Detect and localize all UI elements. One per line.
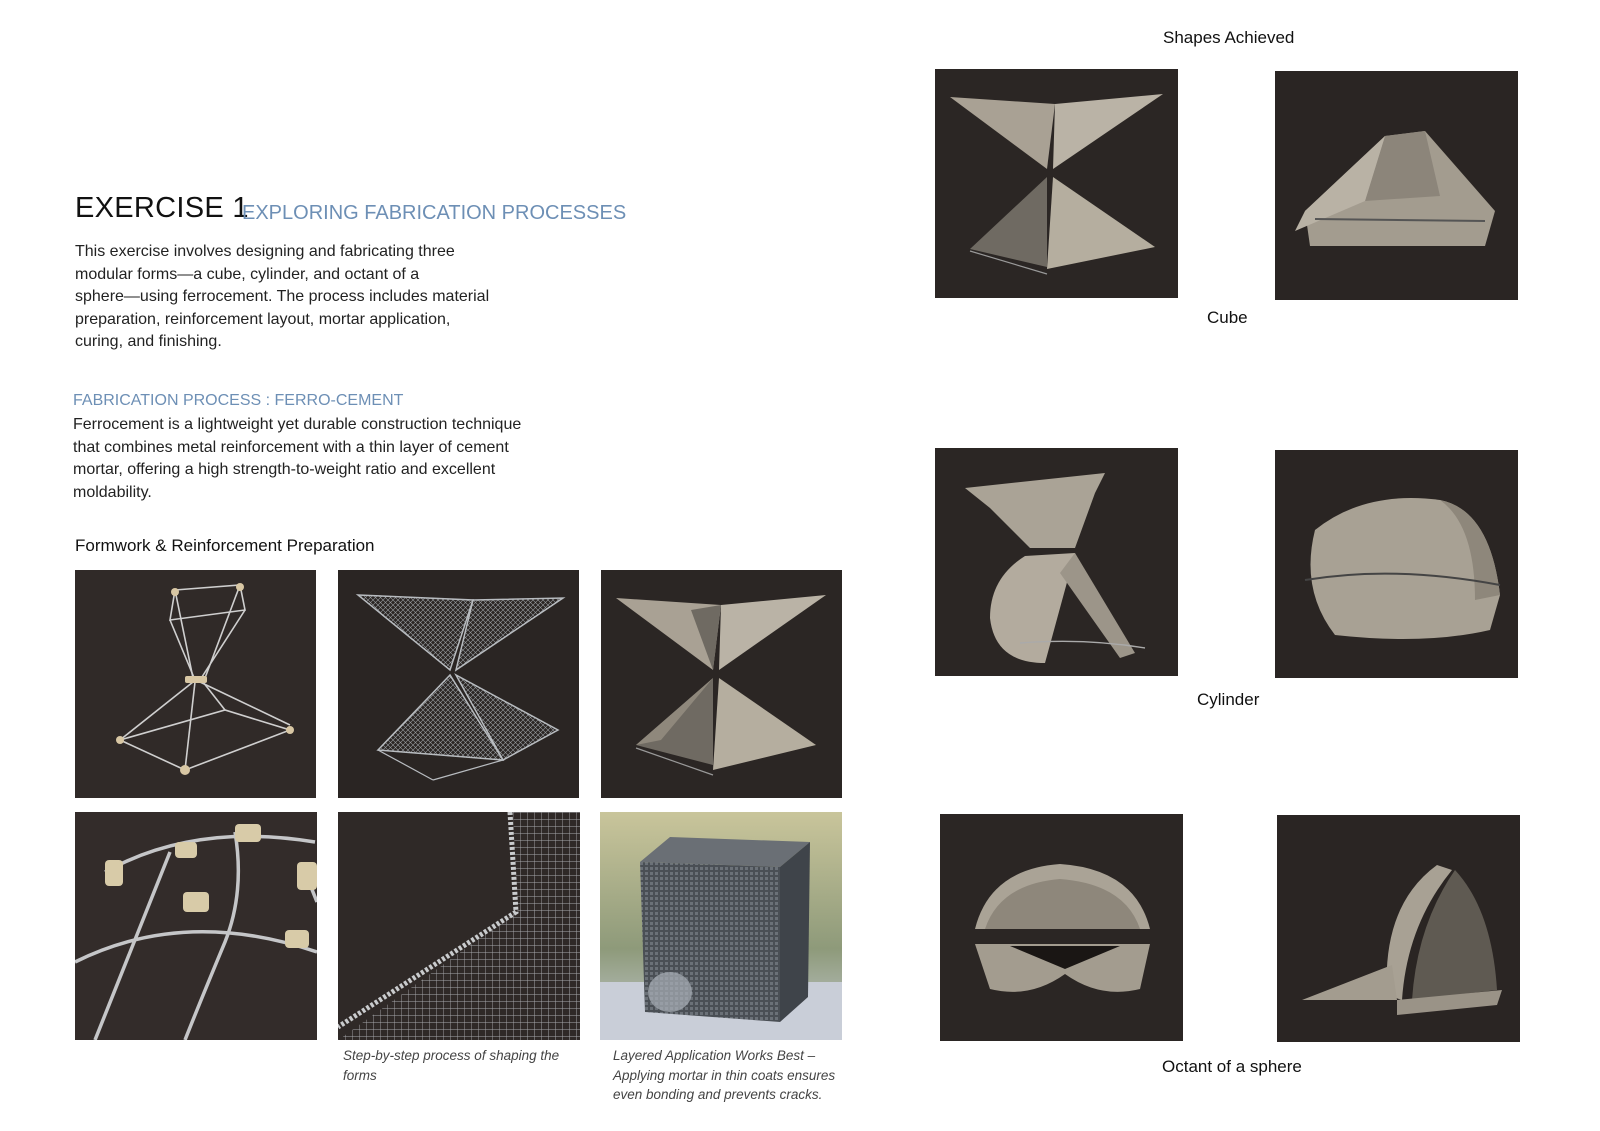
photo-cylinder-module-2 [1275,450,1518,678]
fabrication-paragraph [73,414,573,504]
photo-mesh-cube [600,812,842,1040]
caption-layered [613,1046,868,1105]
photo-cube-module-2 [1275,71,1518,300]
photo-wire-frame [75,570,316,798]
exercise-title: EXERCISE 1 [75,192,249,224]
fabrication-line: moldability. [73,483,152,501]
intro-line: curing, and finishing. [75,333,222,350]
caption-shaping [343,1046,583,1085]
exercise-subtitle: EXPLORING FABRICATION PROCESSES [242,202,627,224]
photo-cylinder-module-1 [935,448,1178,676]
intro-line: preparation, reinforcement layout, mortar application, [75,310,451,328]
intro-line: modular forms—a cube, cylinder, and octant of a [75,265,420,283]
caption-line: forms [343,1067,377,1083]
caption-line: Step-by-step process of shaping the [343,1048,560,1063]
fabrication-line: mortar, offering a high strength-to-weight ratio and excellent [73,461,496,478]
caption-line: Applying mortar in thin coats ensures [613,1067,836,1083]
intro-paragraph [75,241,525,354]
photo-octant-module-2 [1277,815,1520,1042]
photo-cube-module-1 [935,69,1178,298]
caption-line: Layered Application Works Best – [613,1048,816,1063]
photo-mesh-frame [338,570,579,798]
shapes-heading: Shapes Achieved [1163,28,1295,47]
photo-mortar-applied [601,570,842,798]
intro-line: This exercise involves designing and fabricating three [75,243,455,260]
caption-line: even bonding and prevents cracks. [613,1087,823,1102]
shape-label-octant: Octant of a sphere [1162,1057,1302,1076]
photo-wire-joints-closeup [75,812,317,1040]
intro-line: sphere—using ferrocement. The process includes material [75,288,490,305]
shape-label-cylinder: Cylinder [1197,690,1260,709]
fabrication-heading: FABRICATION PROCESS : FERRO-CEMENT [73,392,404,409]
photo-octant-module-1 [940,814,1183,1041]
fabrication-line: that combines metal reinforcement with a thin layer of cement [73,438,509,456]
preparation-heading: Formwork & Reinforcement Preparation [75,536,375,555]
fabrication-line: Ferrocement is a lightweight yet durable construction technique [73,416,522,433]
photo-mesh-closeup [338,812,580,1040]
shape-label-cube: Cube [1207,308,1248,327]
